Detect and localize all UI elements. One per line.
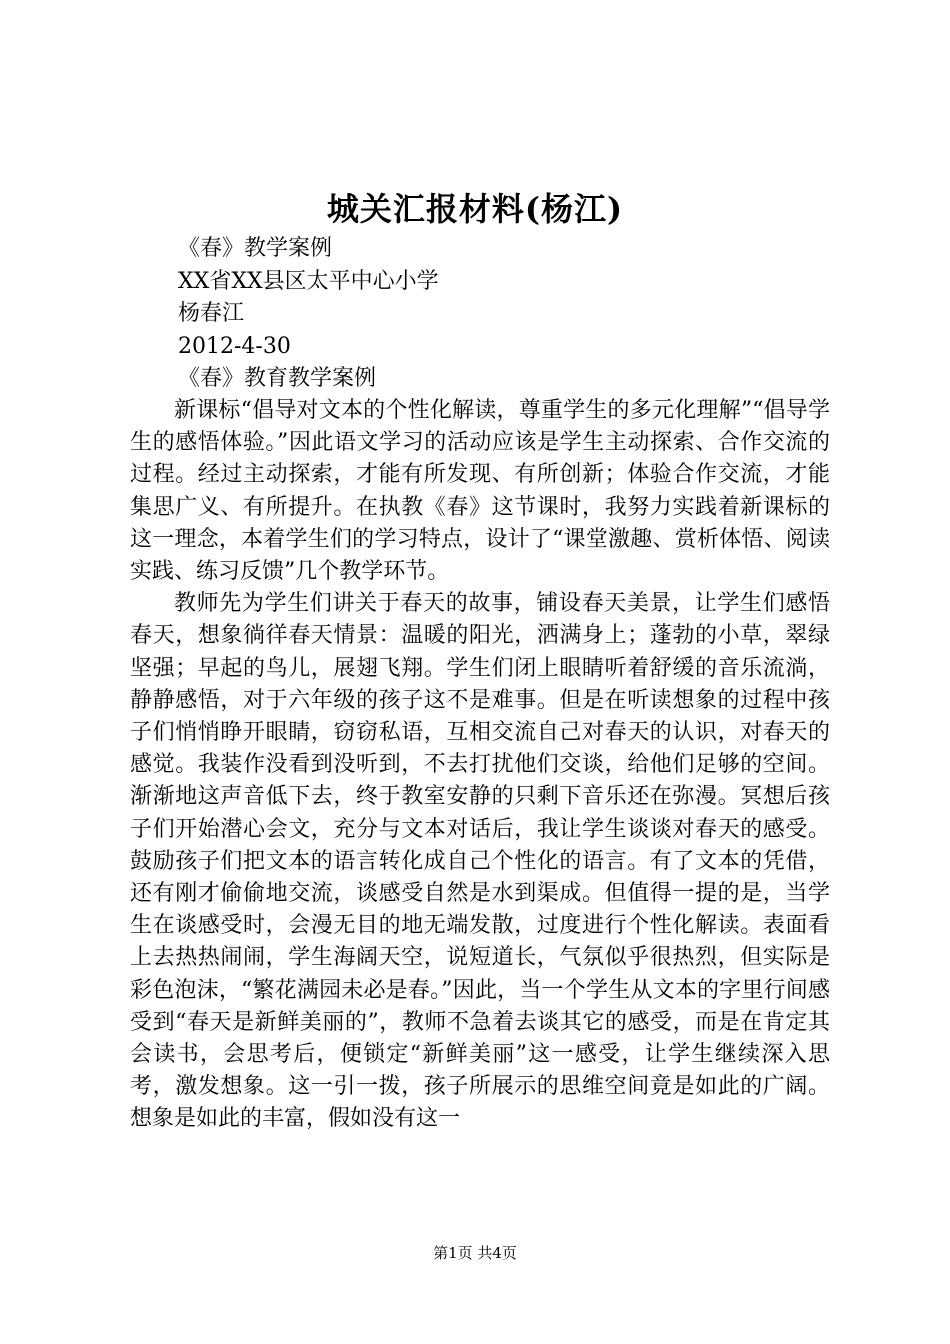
meta-line-date: 2012-4-30	[178, 333, 291, 359]
document-title: 城关汇报材料(杨江)	[326, 190, 624, 228]
document-meta	[178, 233, 439, 396]
meta-line-lesson: 《春》教学案例	[178, 236, 333, 261]
meta-line-subtitle: 《春》教育教学案例	[178, 366, 377, 391]
body-paragraph: 新课标“倡导对文本的个性化解读，尊重学生的多元化理解”“倡导学生的感悟体验。”因此语文学习的活动应该是学生主动探索、合作交流的过程。经过主动探索，才能有所发现、有所创新；体验合作交流，才能集思广义、有所提升。在执教《春》这节课时，我努力实践着新课标的这一理念，本着学生们的学习特点，设计了“课堂激趣、赏析体悟、阅读实践、练习反馈”几个教学环节。	[130, 398, 830, 585]
meta-line-author: 杨春江	[178, 301, 245, 326]
page-footer: 第1页 共4页	[433, 1244, 517, 1262]
meta-line-school: XX省XX县区太平中心小学	[178, 268, 439, 294]
body-paragraph: 教师先为学生们讲关于春天的故事，铺设春天美景，让学生们感悟春天，想象徜徉春天情景：温暖的阳光，洒满身上；蓬勃的小草，翠绿坚强；早起的鸟儿，展翅飞翔。学生们闭上眼睛听着舒缓的音乐流淌，静静感悟，对于六年级的孩子这不是难事。但是在听读想象的过程中孩子们悄悄睁开眼睛，窃窃私语，互相交流自己对春天的认识，对春天的感觉。我装作没看到没听到，不去打扰他们交谈，给他们足够的空间。渐渐地这声音低下去，终于教室安静的只剩下音乐还在弥漫。冥想后孩子们开始潜心会文，充分与文本对话后，我让学生谈谈对春天的感受。鼓励孩子们把文本的语言转化成自己个性化的语言。有了文本的凭借，还有刚才偷偷地交流，谈感受自然是水到渠成。但值得一提的是，当学生在谈感受时，会漫无目的地无端发散，过度进行个性化解读。表面看上去热热闹闹，学生海阔天空，说短道长，气氛似乎很热烈，但实际是彩色泡沫，“繁花满园未必是春。”因此，当一个学生从文本的字里行间感受到“春天是新鲜美丽的”，教师不急着去谈其它的感受，而是在肯定其会读书，会思考后，便锁定“新鲜美丽”这一感受，让学生继续深入思考，激发想象。这一引一拨，孩子所展示的思维空间竟是如此的广阔。想象是如此的丰富，假如没有这一	[130, 591, 830, 1132]
document-body	[130, 395, 830, 1136]
